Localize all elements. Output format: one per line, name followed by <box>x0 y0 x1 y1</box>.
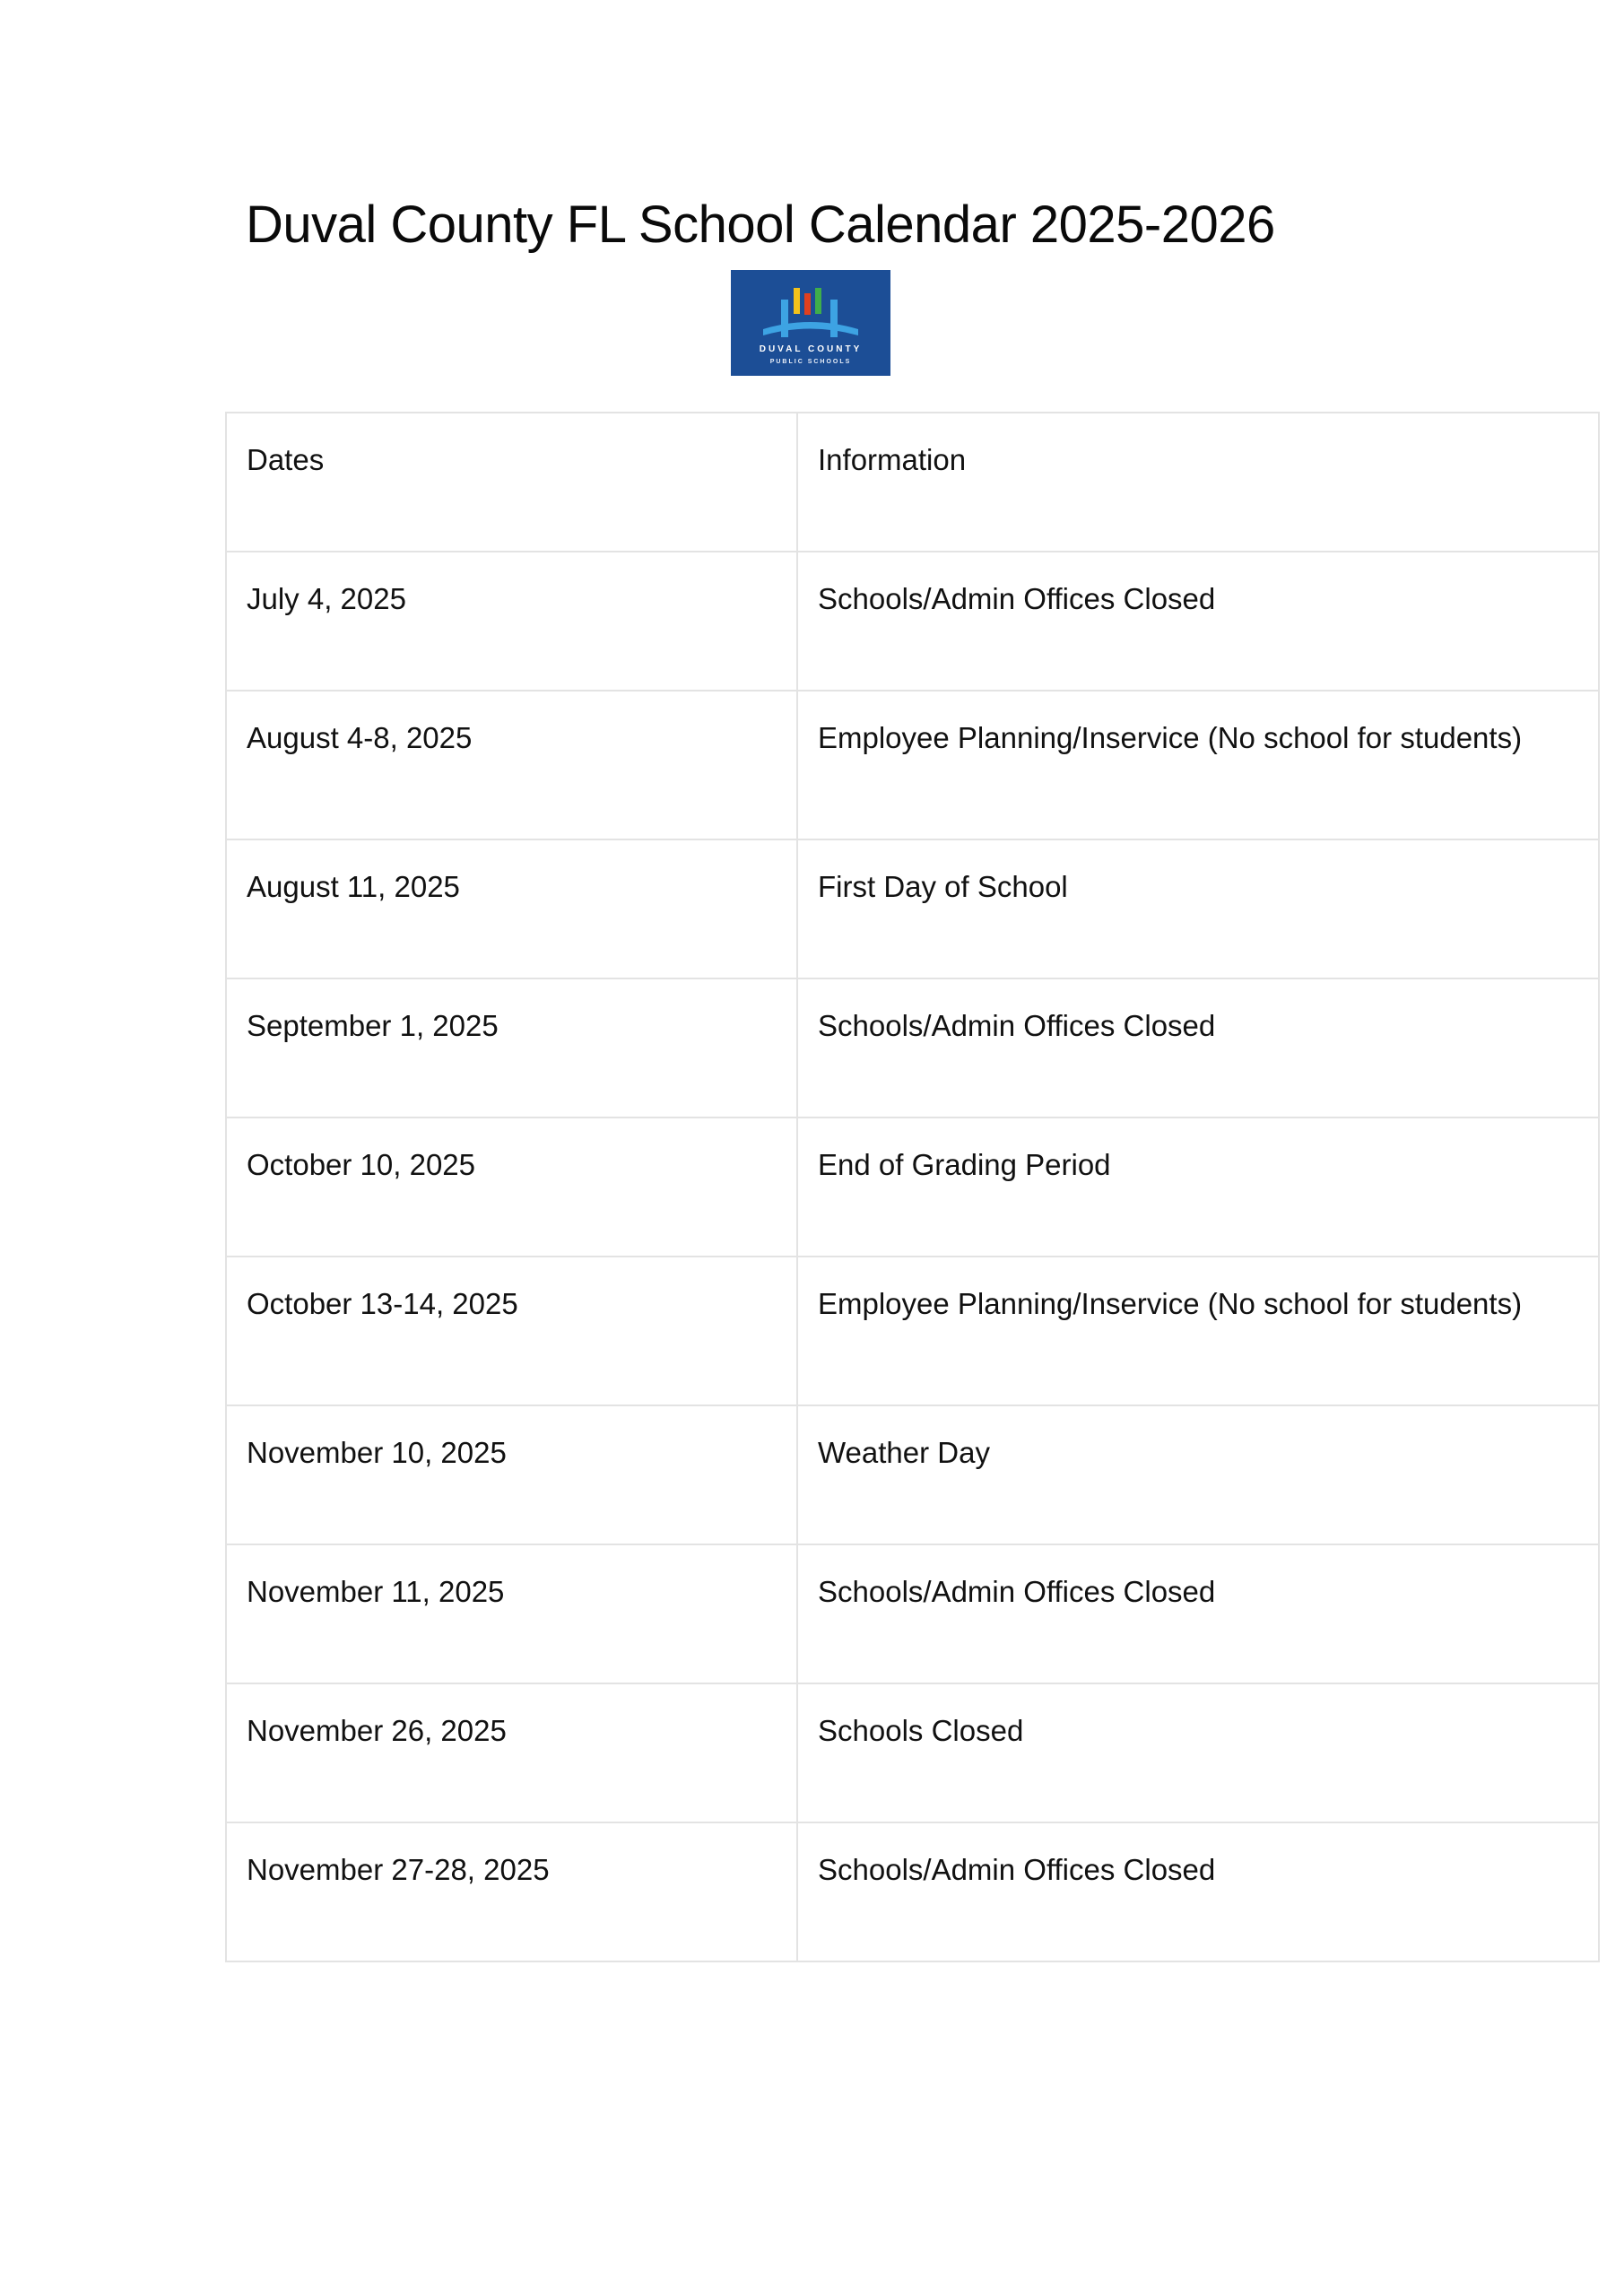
table-row <box>226 1683 1599 1822</box>
info-text: Schools Closed <box>818 1714 1024 1747</box>
info-cell <box>797 552 1599 691</box>
date-cell <box>226 978 797 1118</box>
info-cell <box>797 1257 1599 1405</box>
table-row <box>226 1257 1599 1405</box>
date-text: November 11, 2025 <box>247 1575 505 1608</box>
header-information-label: Information <box>818 443 967 476</box>
date-cell <box>226 1544 797 1683</box>
logo-text-public-schools: PUBLIC SCHOOLS <box>769 359 852 365</box>
info-text: Schools/Admin Offices Closed <box>818 1009 1216 1042</box>
table-row <box>226 1544 1599 1683</box>
date-cell <box>226 1257 797 1405</box>
info-text: First Day of School <box>818 870 1068 903</box>
info-cell <box>797 691 1599 839</box>
date-cell <box>226 1405 797 1544</box>
info-text: Weather Day <box>818 1436 990 1469</box>
table-row <box>226 1118 1599 1257</box>
duval-county-public-schools-logo <box>731 270 890 376</box>
info-cell <box>797 1822 1599 1961</box>
date-cell <box>226 1822 797 1961</box>
table-row <box>226 1822 1599 1961</box>
info-cell <box>797 978 1599 1118</box>
info-cell <box>797 1683 1599 1822</box>
info-text: Employee Planning/Inservice (No school for students) <box>818 1287 1523 1320</box>
header-dates-label: Dates <box>247 443 325 476</box>
table-header-row <box>226 413 1599 552</box>
date-text: August 11, 2025 <box>247 870 460 903</box>
table-row <box>226 839 1599 978</box>
table-row <box>226 691 1599 839</box>
info-text: End of Grading Period <box>818 1148 1111 1181</box>
date-text: October 13-14, 2025 <box>247 1287 518 1320</box>
date-text: November 10, 2025 <box>247 1436 507 1469</box>
table-row <box>226 1405 1599 1544</box>
page-title: Duval County FL School Calendar 2025-2026 <box>246 196 1275 254</box>
logo-text-duval-county: DUVAL COUNTY <box>759 344 863 354</box>
info-text: Schools/Admin Offices Closed <box>818 582 1216 615</box>
date-text: November 26, 2025 <box>247 1714 507 1747</box>
info-cell <box>797 1544 1599 1683</box>
date-cell <box>226 1118 797 1257</box>
info-cell <box>797 1118 1599 1257</box>
header-dates <box>226 413 797 552</box>
info-cell <box>797 1405 1599 1544</box>
date-cell <box>226 839 797 978</box>
date-text: October 10, 2025 <box>247 1148 476 1181</box>
date-text: August 4-8, 2025 <box>247 721 473 754</box>
date-text: November 27-28, 2025 <box>247 1853 550 1886</box>
table-row <box>226 552 1599 691</box>
calendar-table <box>225 412 1600 1962</box>
info-cell <box>797 839 1599 978</box>
info-text: Schools/Admin Offices Closed <box>818 1575 1216 1608</box>
info-text: Schools/Admin Offices Closed <box>818 1853 1216 1886</box>
date-cell <box>226 552 797 691</box>
date-text: July 4, 2025 <box>247 582 406 615</box>
table-row <box>226 978 1599 1118</box>
date-text: September 1, 2025 <box>247 1009 499 1042</box>
header-information <box>797 413 1599 552</box>
info-text: Employee Planning/Inservice (No school for students) <box>818 721 1523 754</box>
date-cell <box>226 1683 797 1822</box>
date-cell <box>226 691 797 839</box>
